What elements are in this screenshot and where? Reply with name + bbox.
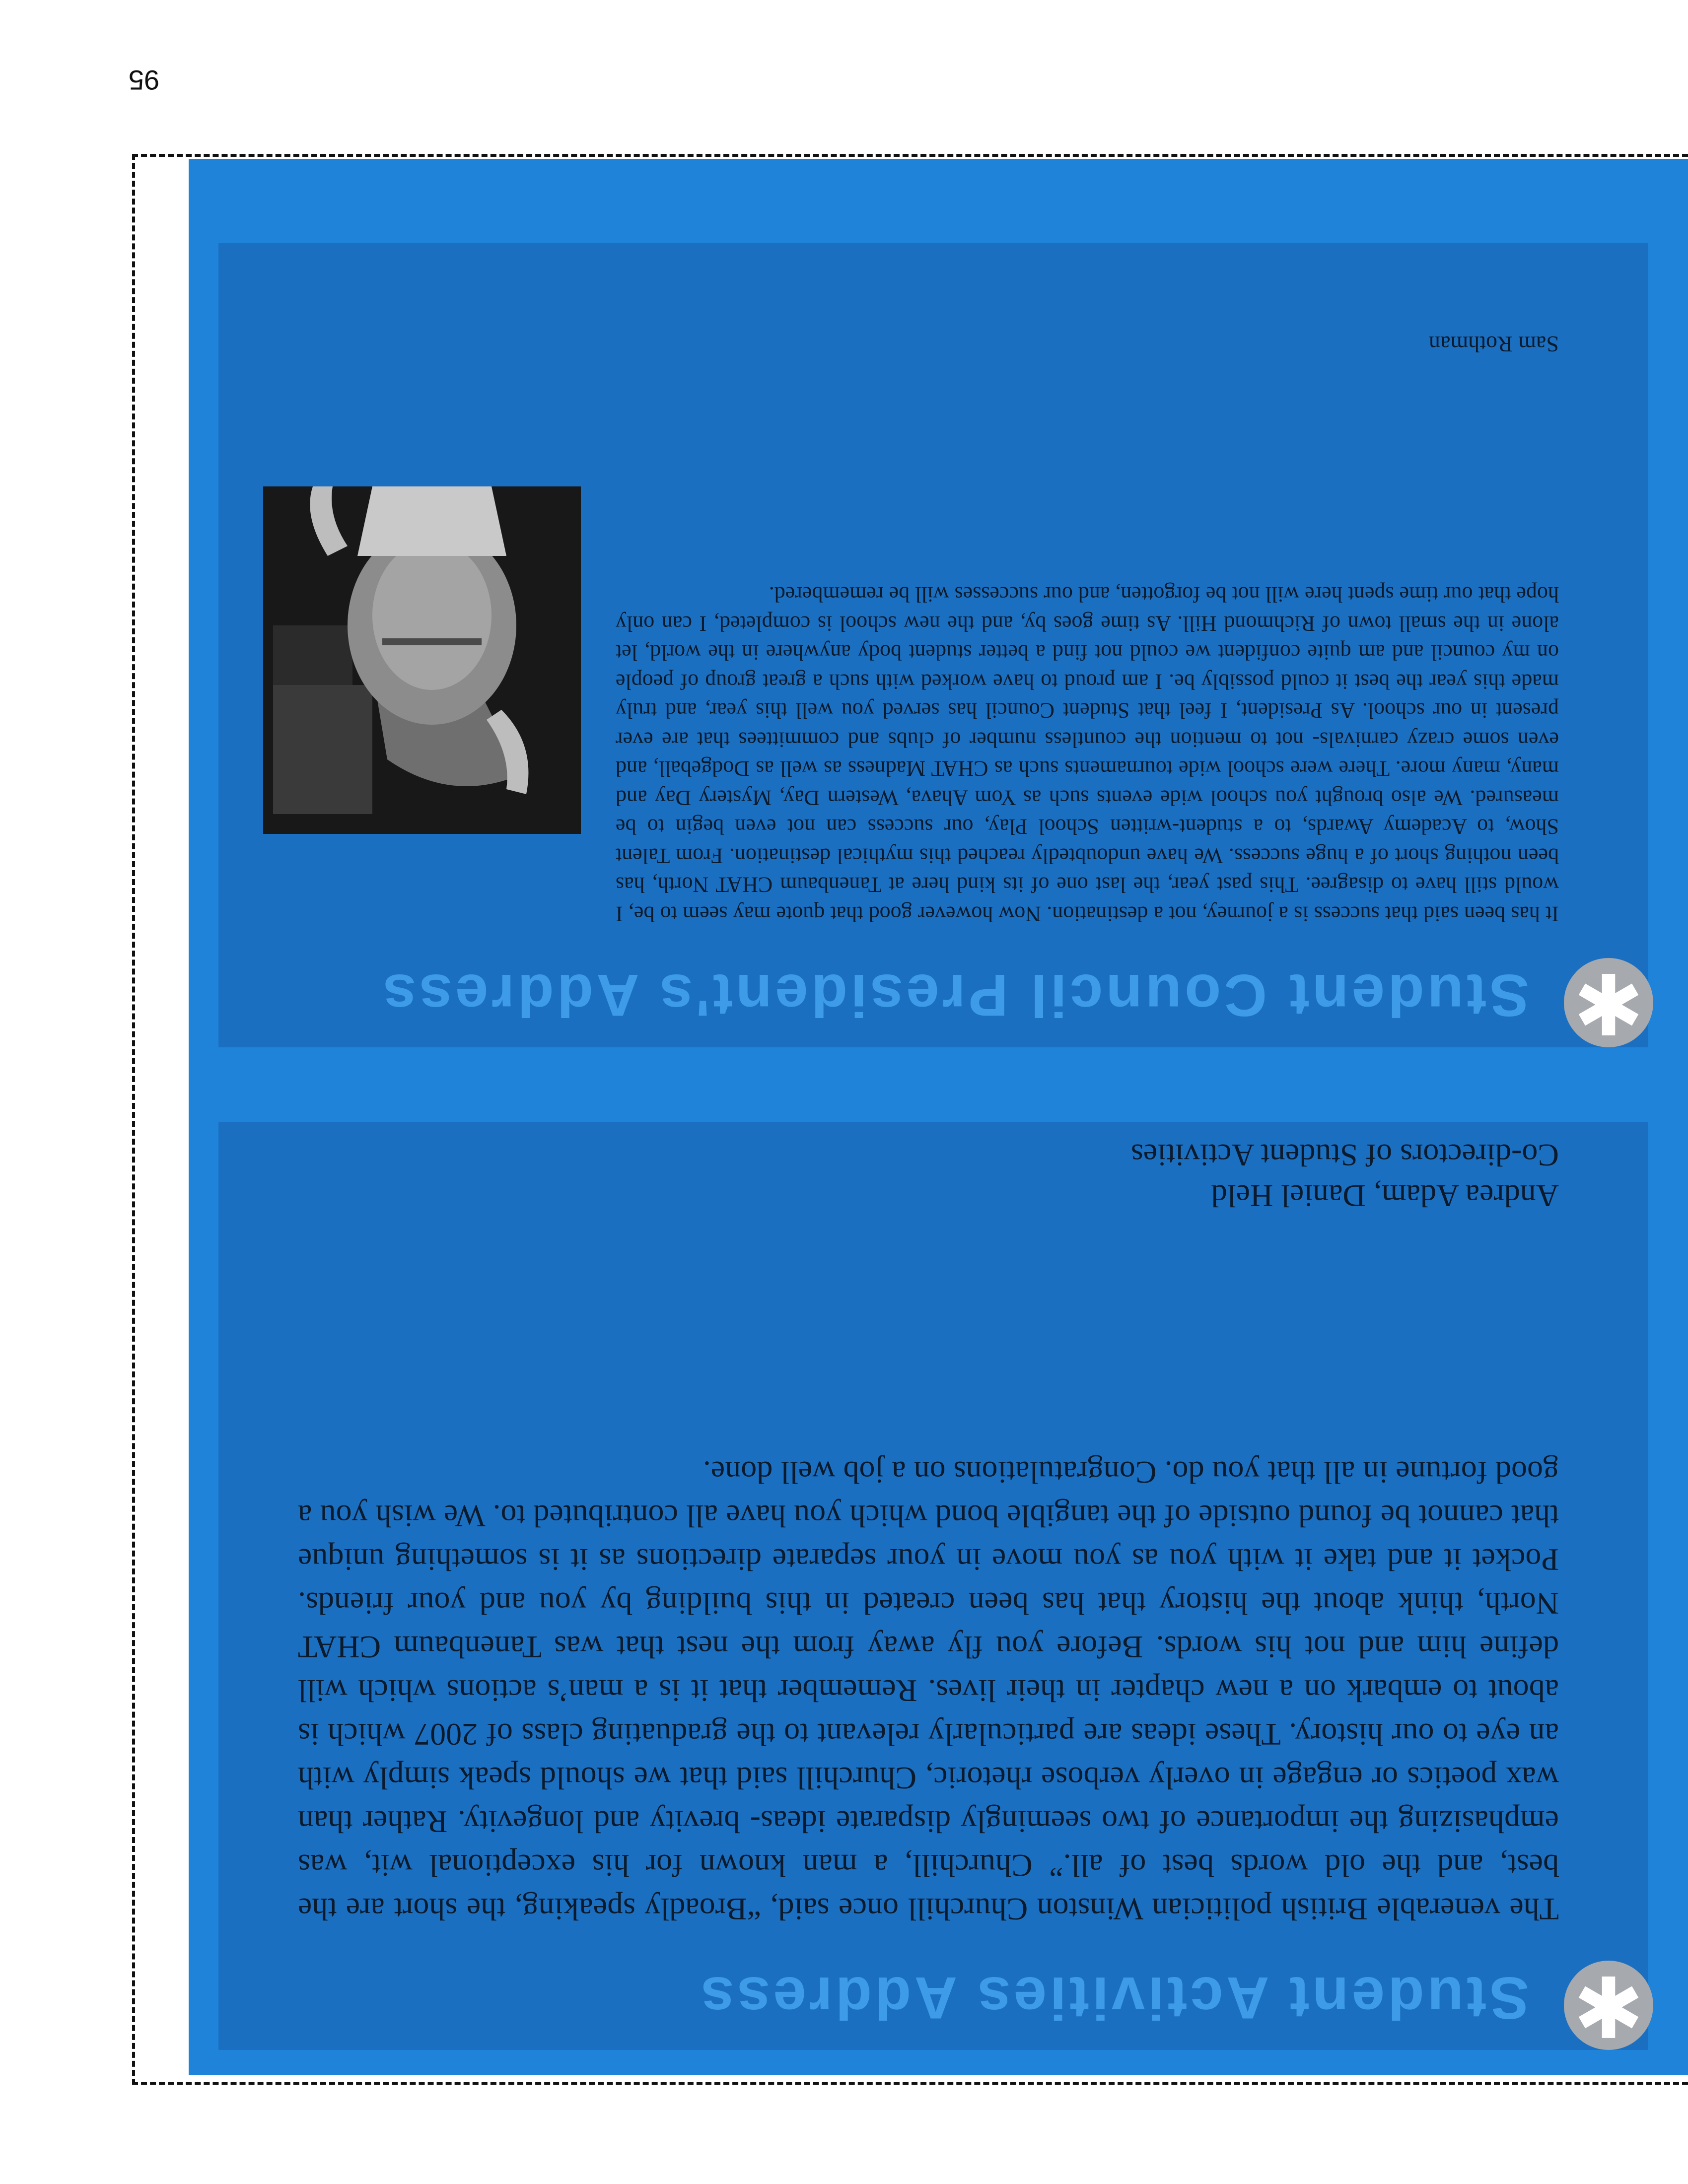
- activities-section: [218, 1122, 1648, 2050]
- page-number: 95: [128, 65, 160, 96]
- activities-title: Student Activities Address: [698, 1965, 1529, 2031]
- council-signature: Sam Rothman: [1429, 332, 1559, 357]
- asterisk-icon: ✱: [1564, 958, 1653, 1047]
- council-paragraph: It has been said that success is a journey, not a destination. Now however good that quote may seem to be, I would still have to disagree. This past year, the last one of its kind here at Tanenbaum CHAT North, has been nothing short of a huge success. We have undoubtedly reached this mythical destination. From Talent Show, to Academy Awards, to a student-written School Play, our success can not even begin to be measured. We also brought you school wide events such as Yom Ahava, Western Day, Mystery Day and many, many more. There were school wide tournaments such as CHAT Madness as well as Dodgeball, and even some crazy carnivals- not to mention the countless number of clubs and committees that are ever present in our school. As President, I feel that Student Council has served you well this year, and truly made this year the best it could possibly be. I am proud to have worked with such a great group of people on my council and am quite confident we could not find a better student body anywhere in the world, let alone in the small town of Richmond Hill. As time goes by, and the new school is completed, I can only hope that our time spent here will not be forgotten, and our successes will be remembered.: [616, 582, 1559, 926]
- activities-signature-names: Andrea Adam, Daniel Held: [1211, 1178, 1559, 1214]
- president-photo-image: [263, 486, 581, 834]
- council-section: [218, 243, 1648, 1047]
- activities-paragraph: The venerable British politician Winston Churchill once said, “Broadly speaking, the short are the best, and the old words best of all.” Churchill, a man known for his exceptional wit, was emphasizing the importance of two seemingly disparate ideas- brevity and longevity. Rather than wax poetics or engage in overly verbose rhetoric, Churchill said that we should speak simply with an eye to our history. These ideas are particularly relevant to the graduating class of 2007 which is about to embark on a new chapter in their lives. Remember that it is a man’s actions which will define him and not his words. Before you fly away from the nest that was Tanenbaum CHAT North, think about the history that has been created in this building by you and your friends. Pocket it and take it with you as you move in your separate directions as it is something unique that cannot be found outside of the tangible bond which you have all contributed to. We wish you a good fortune in all that you do. Congratulations on a job well done.: [298, 1455, 1559, 1927]
- activities-signature: [1131, 1135, 1559, 1216]
- asterisk-icon: ✱: [1564, 1961, 1653, 2050]
- president-photo: [263, 486, 581, 834]
- activities-signature-role: Co-directors of Student Activities: [1130, 1138, 1559, 1173]
- council-title: Student Council President's Address: [380, 962, 1529, 1028]
